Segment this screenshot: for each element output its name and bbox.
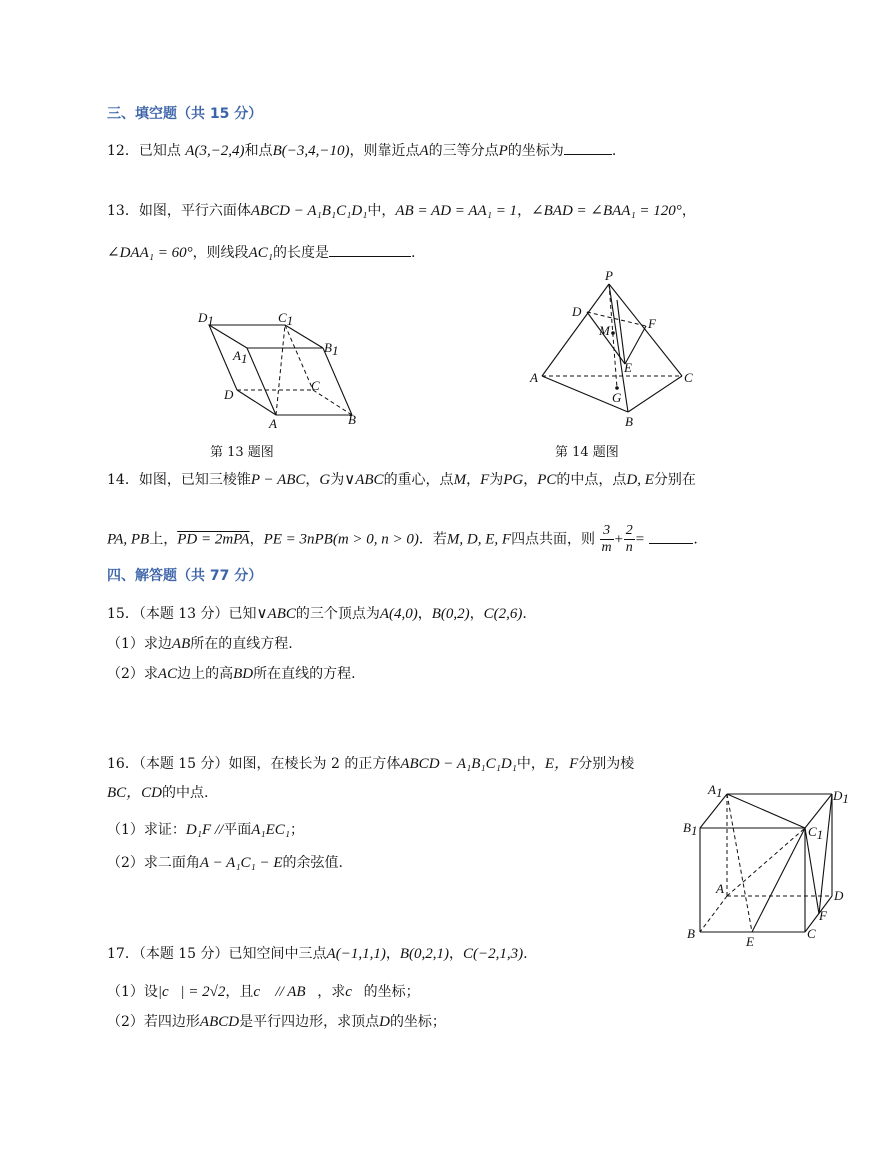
q17-sep-1: ， xyxy=(385,946,400,962)
question-13-line-2 xyxy=(107,242,415,263)
q13-text-2: 中， xyxy=(367,203,396,219)
q15-text-2: 的三个顶点为 xyxy=(295,606,380,622)
q16-p1-a: （1）求证： xyxy=(107,822,186,838)
q13-solid: ABCD − A₁B₁C₁D₁ xyxy=(250,203,368,219)
q14-plus: + xyxy=(613,531,624,548)
q14-triangle: ∨ABC xyxy=(344,472,384,488)
q14-de: D, E xyxy=(626,472,654,488)
q16-p2-c: 的余弦值. xyxy=(282,855,343,871)
q14-pa-pb: PA, PB xyxy=(107,531,150,548)
q12-end: . xyxy=(611,143,617,159)
q16-bc-cd: BC，CD xyxy=(107,785,163,801)
q15-p2-e: 所在直线的方程. xyxy=(253,666,356,682)
q14-text-11: ， xyxy=(249,531,264,548)
q17-p1-parallel: c⃗ // AB⃗ xyxy=(253,984,318,1000)
q14-f: F xyxy=(480,472,490,488)
q13-text-1: 如图，平行六面体 xyxy=(138,203,251,219)
fig14-label-p: P xyxy=(605,268,613,283)
q13-number: 13． xyxy=(107,203,139,219)
q14-text-2: ， xyxy=(305,472,320,488)
q17-sep-2: ， xyxy=(448,946,463,962)
q13-cond-3: ∠DAA₁ = 60° xyxy=(107,245,193,261)
q12-var-p: P xyxy=(498,143,508,159)
q14-text-8: 的中点，点 xyxy=(556,472,627,488)
q12-text-1: 已知点 xyxy=(138,143,181,159)
q17-p1-a: （1）设 xyxy=(107,984,158,1000)
q12-number: 12． xyxy=(107,143,139,159)
q14-vector-1: PD = 2mPA xyxy=(177,531,250,548)
q16-p1-d1f: D₁F // xyxy=(185,822,224,838)
figure-13-caption: 第 13 题图 xyxy=(210,445,274,460)
fig16-label-e: E xyxy=(746,934,754,949)
q14-answer-blank[interactable] xyxy=(649,529,693,544)
q13-text-5: ，则线段 xyxy=(192,245,249,261)
q13-segment: AC₁ xyxy=(248,245,273,261)
fig13-label-c: C xyxy=(311,378,320,393)
q17-p2-d: D xyxy=(379,1014,390,1030)
q15-p1-ab: AB xyxy=(171,636,191,652)
q15-triangle: ∨ABC xyxy=(256,606,296,622)
q17-p2-abcd: ABCD xyxy=(199,1014,240,1030)
q17-end: . xyxy=(523,946,528,962)
q14-pyramid: P − ABC xyxy=(250,472,306,488)
q16-ef: E，F xyxy=(544,756,579,772)
q14-fraction-2: $\frac{2}{n}$ xyxy=(625,523,633,555)
q15-point-c: C(2,6) xyxy=(483,606,523,622)
q17-p1-e: ，求 xyxy=(317,984,346,1000)
fig13-label-b: B xyxy=(348,412,356,427)
fig16-label-a: A xyxy=(716,881,724,896)
figure-16-cube xyxy=(680,780,855,955)
q12-answer-blank[interactable] xyxy=(564,140,612,155)
q14-text-10: 上， xyxy=(149,531,178,548)
fig16-label-c1: C1 xyxy=(808,824,824,842)
q16-p1-c: 平面 xyxy=(223,822,252,838)
fig16-label-a1: A1 xyxy=(708,782,723,800)
q16-part-1 xyxy=(107,820,304,840)
q14-text-5: ， xyxy=(466,472,481,488)
figure-14-caption: 第 14 题图 xyxy=(555,445,619,460)
q13-answer-blank[interactable] xyxy=(329,242,411,257)
fig16-label-b: B xyxy=(687,926,695,941)
q17-p2-e: 的坐标； xyxy=(389,1014,446,1030)
question-15 xyxy=(107,604,527,624)
fig14-point-m xyxy=(611,331,615,335)
q13-text-4: ， xyxy=(681,203,696,219)
q13-end: . xyxy=(410,245,416,261)
figure-14-pyramid xyxy=(525,268,715,428)
fig13-label-a: A xyxy=(269,416,277,431)
q15-part-2 xyxy=(107,664,356,684)
q14-number: 14． xyxy=(107,472,139,488)
q14-equals: = xyxy=(634,531,645,548)
q14-m: M xyxy=(453,472,467,488)
q12-text-2: 和点 xyxy=(244,143,273,159)
q16-text-4: 的中点. xyxy=(162,785,209,801)
question-16-line-2 xyxy=(107,783,208,803)
q16-part-2 xyxy=(107,853,343,873)
q14-pc: PC xyxy=(537,472,557,488)
q12-text-7: 的坐标为 xyxy=(507,143,564,159)
q14-fraction-1: $\frac{3}{m}$ xyxy=(601,523,612,555)
q12-text-5: 的三等分点 xyxy=(428,143,499,159)
q14-text-12: ．若 xyxy=(418,531,447,548)
figure-13-parallelepiped xyxy=(190,300,390,440)
q12-point-a: A(3,−2,4) xyxy=(185,143,245,159)
q12-var-a: A xyxy=(419,143,429,159)
question-14-line-2 xyxy=(107,523,698,556)
fig16-label-d1: D1 xyxy=(833,788,849,806)
fig14-label-a: A xyxy=(530,370,538,385)
q16-number: 16． xyxy=(107,756,139,772)
fig13-label-b1: B1 xyxy=(324,340,339,358)
q15-sep-2: ， xyxy=(469,606,484,622)
q13-text-3: ， xyxy=(517,203,532,219)
q15-p2-a: （2）求 xyxy=(107,666,158,682)
q15-p2-c: 边上的高 xyxy=(177,666,234,682)
fig13-label-d: D xyxy=(224,387,234,402)
q15-number: 15． xyxy=(107,606,139,622)
q14-text-7: ， xyxy=(523,472,538,488)
q17-p1-g: 的坐标； xyxy=(363,984,420,1000)
question-14-line-1 xyxy=(107,470,696,490)
q14-end: . xyxy=(693,531,698,548)
q14-text-4: 的重心，点 xyxy=(383,472,454,488)
fig14-label-c: C xyxy=(684,370,693,385)
q15-point-a: A(4,0) xyxy=(379,606,418,622)
q17-point-c: C(−2,1,3) xyxy=(462,946,524,962)
q17-p1-c: ，且 xyxy=(225,984,254,1000)
q13-cond-2: ∠BAD = ∠BAA₁ = 120° xyxy=(531,203,682,219)
q15-p1-a: （1）求边 xyxy=(107,636,172,652)
q16-p2-angle: A − A₁C₁ − E xyxy=(199,855,283,871)
q15-p2-ac: AC xyxy=(157,666,178,682)
q14-vector-2: PE = 3nPB(m > 0, n > 0) xyxy=(263,531,419,548)
fig14-label-e: E xyxy=(624,360,632,375)
q14-g: G xyxy=(319,472,331,488)
question-13-line-1 xyxy=(107,201,696,221)
q13-cond-1: AB = AD = AA₁ = 1 xyxy=(395,203,518,219)
q15-p2-bd: BD xyxy=(233,666,254,682)
fig16-label-f: F xyxy=(819,908,827,923)
fig14-label-d: D xyxy=(572,304,582,319)
q16-p2-a: （2）求二面角 xyxy=(107,855,200,871)
fig14-label-g: G xyxy=(612,390,622,405)
q16-cube: ABCD − A₁B₁C₁D₁ xyxy=(400,756,517,772)
fig16-label-c: C xyxy=(807,926,816,941)
section-fill-in-title: 三、填空题（共 15 分） xyxy=(107,106,263,122)
q17-p1-norm: |c⃗| = 2√2 xyxy=(157,984,226,1000)
fig13-label-c1: C1 xyxy=(278,310,294,328)
q17-number: 17． xyxy=(107,946,139,962)
q15-part-1 xyxy=(107,634,293,654)
q17-p2-c: 是平行四边形，求顶点 xyxy=(239,1014,380,1030)
q13-text-6: 的长度是 xyxy=(272,245,329,261)
q16-p1-plane: A₁EC₁ xyxy=(251,822,290,838)
q15-point-b: B(0,2) xyxy=(431,606,470,622)
q14-text-1: 如图，已知三棱锥 xyxy=(138,472,251,488)
q17-text-1: （本题 15 分）已知空间中三点 xyxy=(138,946,327,962)
q17-p1-vector-c: c⃗ xyxy=(345,984,364,1000)
fig14-label-b: B xyxy=(625,414,633,428)
q14-text-6: 为 xyxy=(489,472,504,488)
q14-text-3: 为 xyxy=(330,472,345,488)
q16-text-2: 中， xyxy=(516,756,545,772)
q17-point-a: A(−1,1,1) xyxy=(326,946,386,962)
q17-part-2 xyxy=(107,1012,446,1032)
q14-pg: PG xyxy=(503,472,524,488)
q14-text-13: 四点共面，则 xyxy=(511,531,596,548)
fig16-label-d: D xyxy=(834,888,844,903)
q16-p1-e: ； xyxy=(289,822,304,838)
fig14-label-m: M xyxy=(599,323,610,338)
q12-point-b: B(−3,4,−10) xyxy=(272,143,350,159)
q15-p1-c: 所在的直线方程. xyxy=(190,636,293,652)
q15-text-1: （本题 13 分）已知 xyxy=(138,606,257,622)
section-solution-title: 四、解答题（共 77 分） xyxy=(107,568,263,584)
q17-p2-a: （2）若四边形 xyxy=(107,1014,200,1030)
fig16-label-b1: B1 xyxy=(683,820,698,838)
question-12 xyxy=(107,140,616,161)
q15-end: . xyxy=(522,606,527,622)
fig13-label-a1: A1 xyxy=(233,348,248,366)
q14-points: M, D, E, F xyxy=(446,531,512,548)
fig13-label-d1: D1 xyxy=(198,310,214,328)
q17-part-1 xyxy=(107,982,420,1002)
q16-text-1: （本题 15 分）如图，在棱长为 2 的正方体 xyxy=(138,756,401,772)
q17-point-b: B(0,2,1) xyxy=(399,946,449,962)
q12-text-3: ，则靠近点 xyxy=(349,143,420,159)
q15-sep-1: ， xyxy=(417,606,432,622)
q16-text-3: 分别为棱 xyxy=(578,756,635,772)
fig14-label-f: F xyxy=(648,316,656,331)
q14-text-9: 分别在 xyxy=(653,472,696,488)
question-16-line-1 xyxy=(107,754,634,774)
question-17 xyxy=(107,944,528,964)
